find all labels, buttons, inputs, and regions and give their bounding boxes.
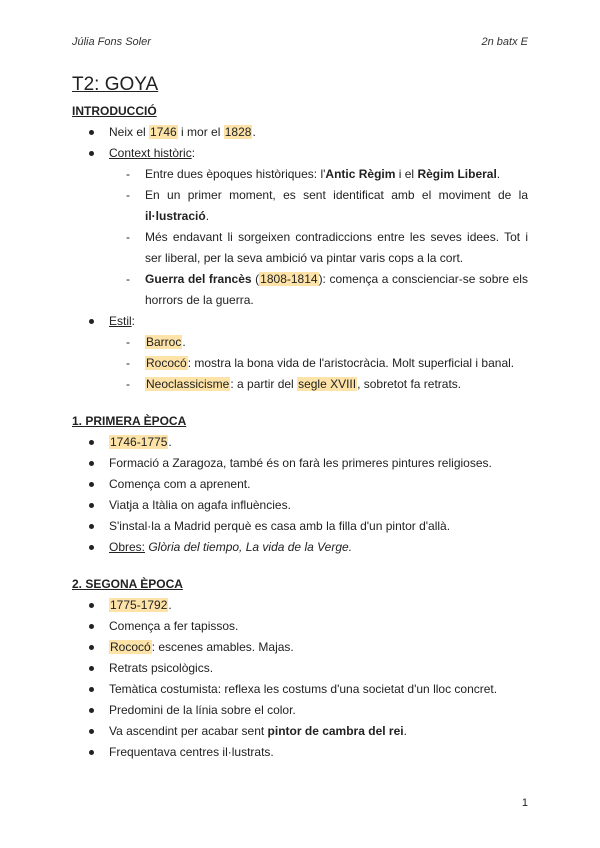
text: .	[182, 335, 186, 349]
list-item-birth	[72, 122, 528, 143]
highlight-years: 1808-1814	[260, 272, 318, 286]
text: : escenes amables. Majas.	[151, 640, 294, 654]
first-epoch-list	[72, 432, 528, 558]
text: .	[496, 167, 501, 181]
context-label: Context històric	[109, 146, 192, 160]
text: :	[131, 314, 136, 328]
list-item: Predomini de la línia sobre el color.	[72, 700, 528, 721]
text: Va ascendint per acabar sent	[109, 724, 268, 738]
highlight-years: 1775-1792	[110, 598, 168, 612]
bold-text: il·lustració	[145, 209, 206, 223]
bold-text: Antic Règim	[325, 167, 396, 181]
text: i mor el	[177, 125, 224, 139]
sublist-item: - Més endavant li sorgeixen contradiccions entre les seves idees. Tot i ser liberal, per la seva ambició va pintar varis cops a la cort.	[72, 227, 528, 269]
text: .	[168, 598, 172, 612]
list-item: S'instal·la a Madrid perquè es casa amb la filla d'un pintor d'allà.	[72, 516, 528, 537]
text: : a partir del	[230, 377, 298, 391]
header-class: 2n batx E	[481, 36, 528, 48]
text: ): comença a conscienciar-se sobre els horrors de la guerra.	[145, 272, 528, 307]
page-title: T2: GOYA	[72, 74, 159, 95]
text: :	[191, 146, 196, 160]
header-author: Júlia Fons Soler	[72, 36, 151, 48]
list-item: Formació a Zaragoza, també és on farà les primeres pintures religioses.	[72, 453, 528, 474]
sublist-item	[72, 269, 528, 311]
highlight-years: 1746-1775	[110, 435, 168, 449]
highlight-text: segle XVIII	[298, 377, 357, 391]
text: Neix el	[109, 125, 150, 139]
highlight-text: Rococó	[146, 356, 187, 370]
list-item: Frequentava centres il·lustrats.	[72, 742, 528, 763]
sublist-item	[72, 332, 528, 353]
list-item: Retrats psicològics.	[72, 658, 528, 679]
text: Entre dues èpoques històriques: l'	[145, 167, 326, 181]
list-item-style	[72, 311, 528, 332]
text: , sobretot fa retrats.	[357, 377, 462, 391]
works-label: Obres:	[109, 540, 146, 554]
highlight-death-year: 1828	[224, 125, 252, 139]
bold-text: pintor de cambra del rei	[267, 724, 404, 738]
page-number: 1	[521, 797, 528, 809]
sublist-item	[72, 185, 528, 227]
text: i el	[395, 167, 418, 181]
list-item	[72, 595, 528, 616]
section-heading-segona-epoca: 2. SEGONA ÈPOCA	[72, 577, 183, 591]
style-label: Estil	[109, 314, 132, 328]
second-epoch-list	[72, 595, 528, 763]
bold-text: Règim Liberal	[417, 167, 497, 181]
list-item: Temàtica costumista: reflexa les costums d'una societat d'un lloc concret.	[72, 679, 528, 700]
list-item-works	[72, 537, 528, 558]
text: : mostra la bona vida de l'aristocràcia. Molt superficial i banal.	[187, 356, 515, 370]
list-item: Comença a fer tapissos.	[72, 616, 528, 637]
highlight-birth-year: 1746	[150, 125, 177, 139]
list-item	[72, 432, 528, 453]
sublist-item	[72, 353, 528, 374]
highlight-text: Rococó	[110, 640, 151, 654]
section-heading-primera-epoca: 1. PRIMERA ÈPOCA	[72, 414, 187, 428]
text: .	[205, 209, 210, 223]
text: (	[251, 272, 260, 286]
bold-text: Guerra del francès	[145, 272, 252, 286]
list-item	[72, 637, 528, 658]
text: En un primer moment, es sent identificat amb el moviment de la	[145, 188, 528, 202]
sublist-item	[72, 374, 528, 395]
list-item	[72, 721, 528, 742]
list-item: Comença com a aprenent.	[72, 474, 528, 495]
text: .	[168, 435, 172, 449]
highlight-text: Barroc	[146, 335, 182, 349]
intro-list	[72, 122, 528, 395]
section-heading-introduccio: INTRODUCCIÓ	[72, 104, 157, 118]
list-item-context	[72, 143, 528, 164]
text: .	[252, 125, 256, 139]
highlight-text: Neoclassicisme	[146, 377, 230, 391]
document-body	[72, 72, 528, 763]
works-text: Glòria del tiempo, La vida de la Verge.	[145, 540, 353, 554]
text: .	[403, 724, 407, 738]
sublist-item	[72, 164, 528, 185]
list-item: Viatja a Itàlia on agafa influències.	[72, 495, 528, 516]
